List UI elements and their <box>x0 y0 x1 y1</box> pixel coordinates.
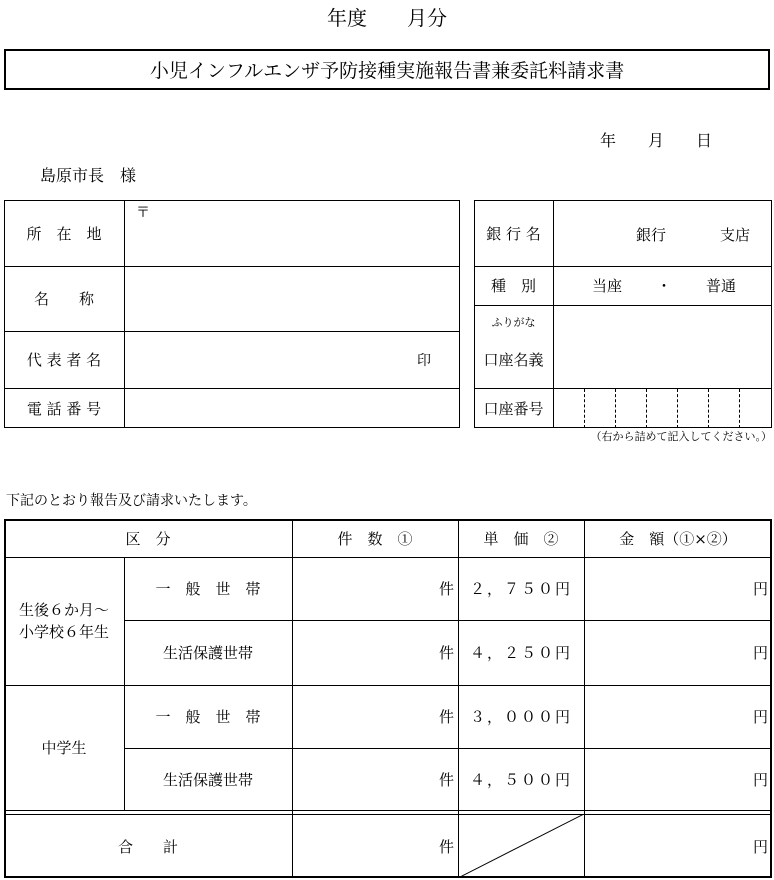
total-amount-field[interactable]: 円 <box>752 837 768 856</box>
bank-suffix: 銀行 <box>636 226 667 244</box>
name-field[interactable] <box>125 267 459 331</box>
amount-field[interactable]: 円 <box>752 580 768 598</box>
unit-price: ４，２５０円 <box>469 644 572 662</box>
amount-field[interactable]: 円 <box>752 708 768 726</box>
account-type-current[interactable]: 当座 <box>591 277 622 295</box>
amount-field[interactable]: 円 <box>752 770 768 789</box>
account-number-label: 口座番号 <box>483 399 544 418</box>
name-label: 名 称 <box>33 290 94 308</box>
subcategory-general: 一 般 世 帯 <box>155 708 261 726</box>
seal-mark: 印 <box>417 353 431 369</box>
header-category: 区 分 <box>125 529 171 548</box>
count-field[interactable]: 件 <box>438 644 454 662</box>
group-label-line1: 生後６か月～ <box>18 601 109 619</box>
account-type-ordinary[interactable]: 普通 <box>705 277 736 295</box>
header-count: 件 数 ① <box>337 529 413 548</box>
account-type-separator: ・ <box>656 277 672 295</box>
group-label-junior-high: 中学生 <box>41 739 87 757</box>
count-field[interactable]: 件 <box>438 770 454 789</box>
header-unit-price: 単 価 ② <box>483 529 559 548</box>
account-holder-label: 口座名義 <box>483 350 544 369</box>
total-count-field[interactable]: 件 <box>438 837 454 856</box>
amount-field[interactable]: 円 <box>752 644 768 662</box>
branch-suffix: 支店 <box>720 226 751 244</box>
count-field[interactable]: 件 <box>438 708 454 726</box>
submission-date[interactable]: 年 月 日 <box>600 131 713 150</box>
phone-field[interactable] <box>125 389 459 428</box>
unit-price: ３，０００円 <box>469 708 572 726</box>
group-label-child <box>4 557 124 685</box>
furigana-label: ふりがな <box>491 316 536 329</box>
subcategory-welfare: 生活保護世帯 <box>162 770 253 789</box>
unit-price: ２，７５０円 <box>469 580 572 598</box>
addressee: 島原市長 様 <box>40 166 137 185</box>
unit-price: ４，５００円 <box>469 770 572 789</box>
phone-label: 電 話 番 号 <box>26 399 102 418</box>
total-price-slash <box>458 814 584 878</box>
count-field[interactable]: 件 <box>438 580 454 598</box>
address-field[interactable] <box>125 201 459 266</box>
form-title: 小児インフルエンザ予防接種実施報告書兼委託料請求書 <box>4 49 770 90</box>
postal-mark: 〒 <box>136 205 150 221</box>
account-number-note: （右から詰めて記入してください。） <box>590 430 772 443</box>
subcategory-welfare: 生活保護世帯 <box>162 644 253 662</box>
representative-field[interactable] <box>125 332 459 388</box>
form-period: 年度 月分 <box>327 5 447 30</box>
subcategory-general: 一 般 世 帯 <box>155 580 261 598</box>
group-label-line2: 小学校６年生 <box>18 623 109 641</box>
account-holder-field[interactable] <box>554 306 771 388</box>
address-label: 所 在 地 <box>26 224 102 243</box>
total-label: 合 計 <box>117 837 178 856</box>
representative-label: 代 表 者 名 <box>26 351 102 369</box>
header-amount: 金 額（①×②） <box>619 529 737 548</box>
intro-text: 下記のとおり報告及び請求いたします。 <box>6 493 257 509</box>
bank-name-label: 銀 行 名 <box>486 224 541 243</box>
account-type-label: 種 別 <box>490 277 536 295</box>
